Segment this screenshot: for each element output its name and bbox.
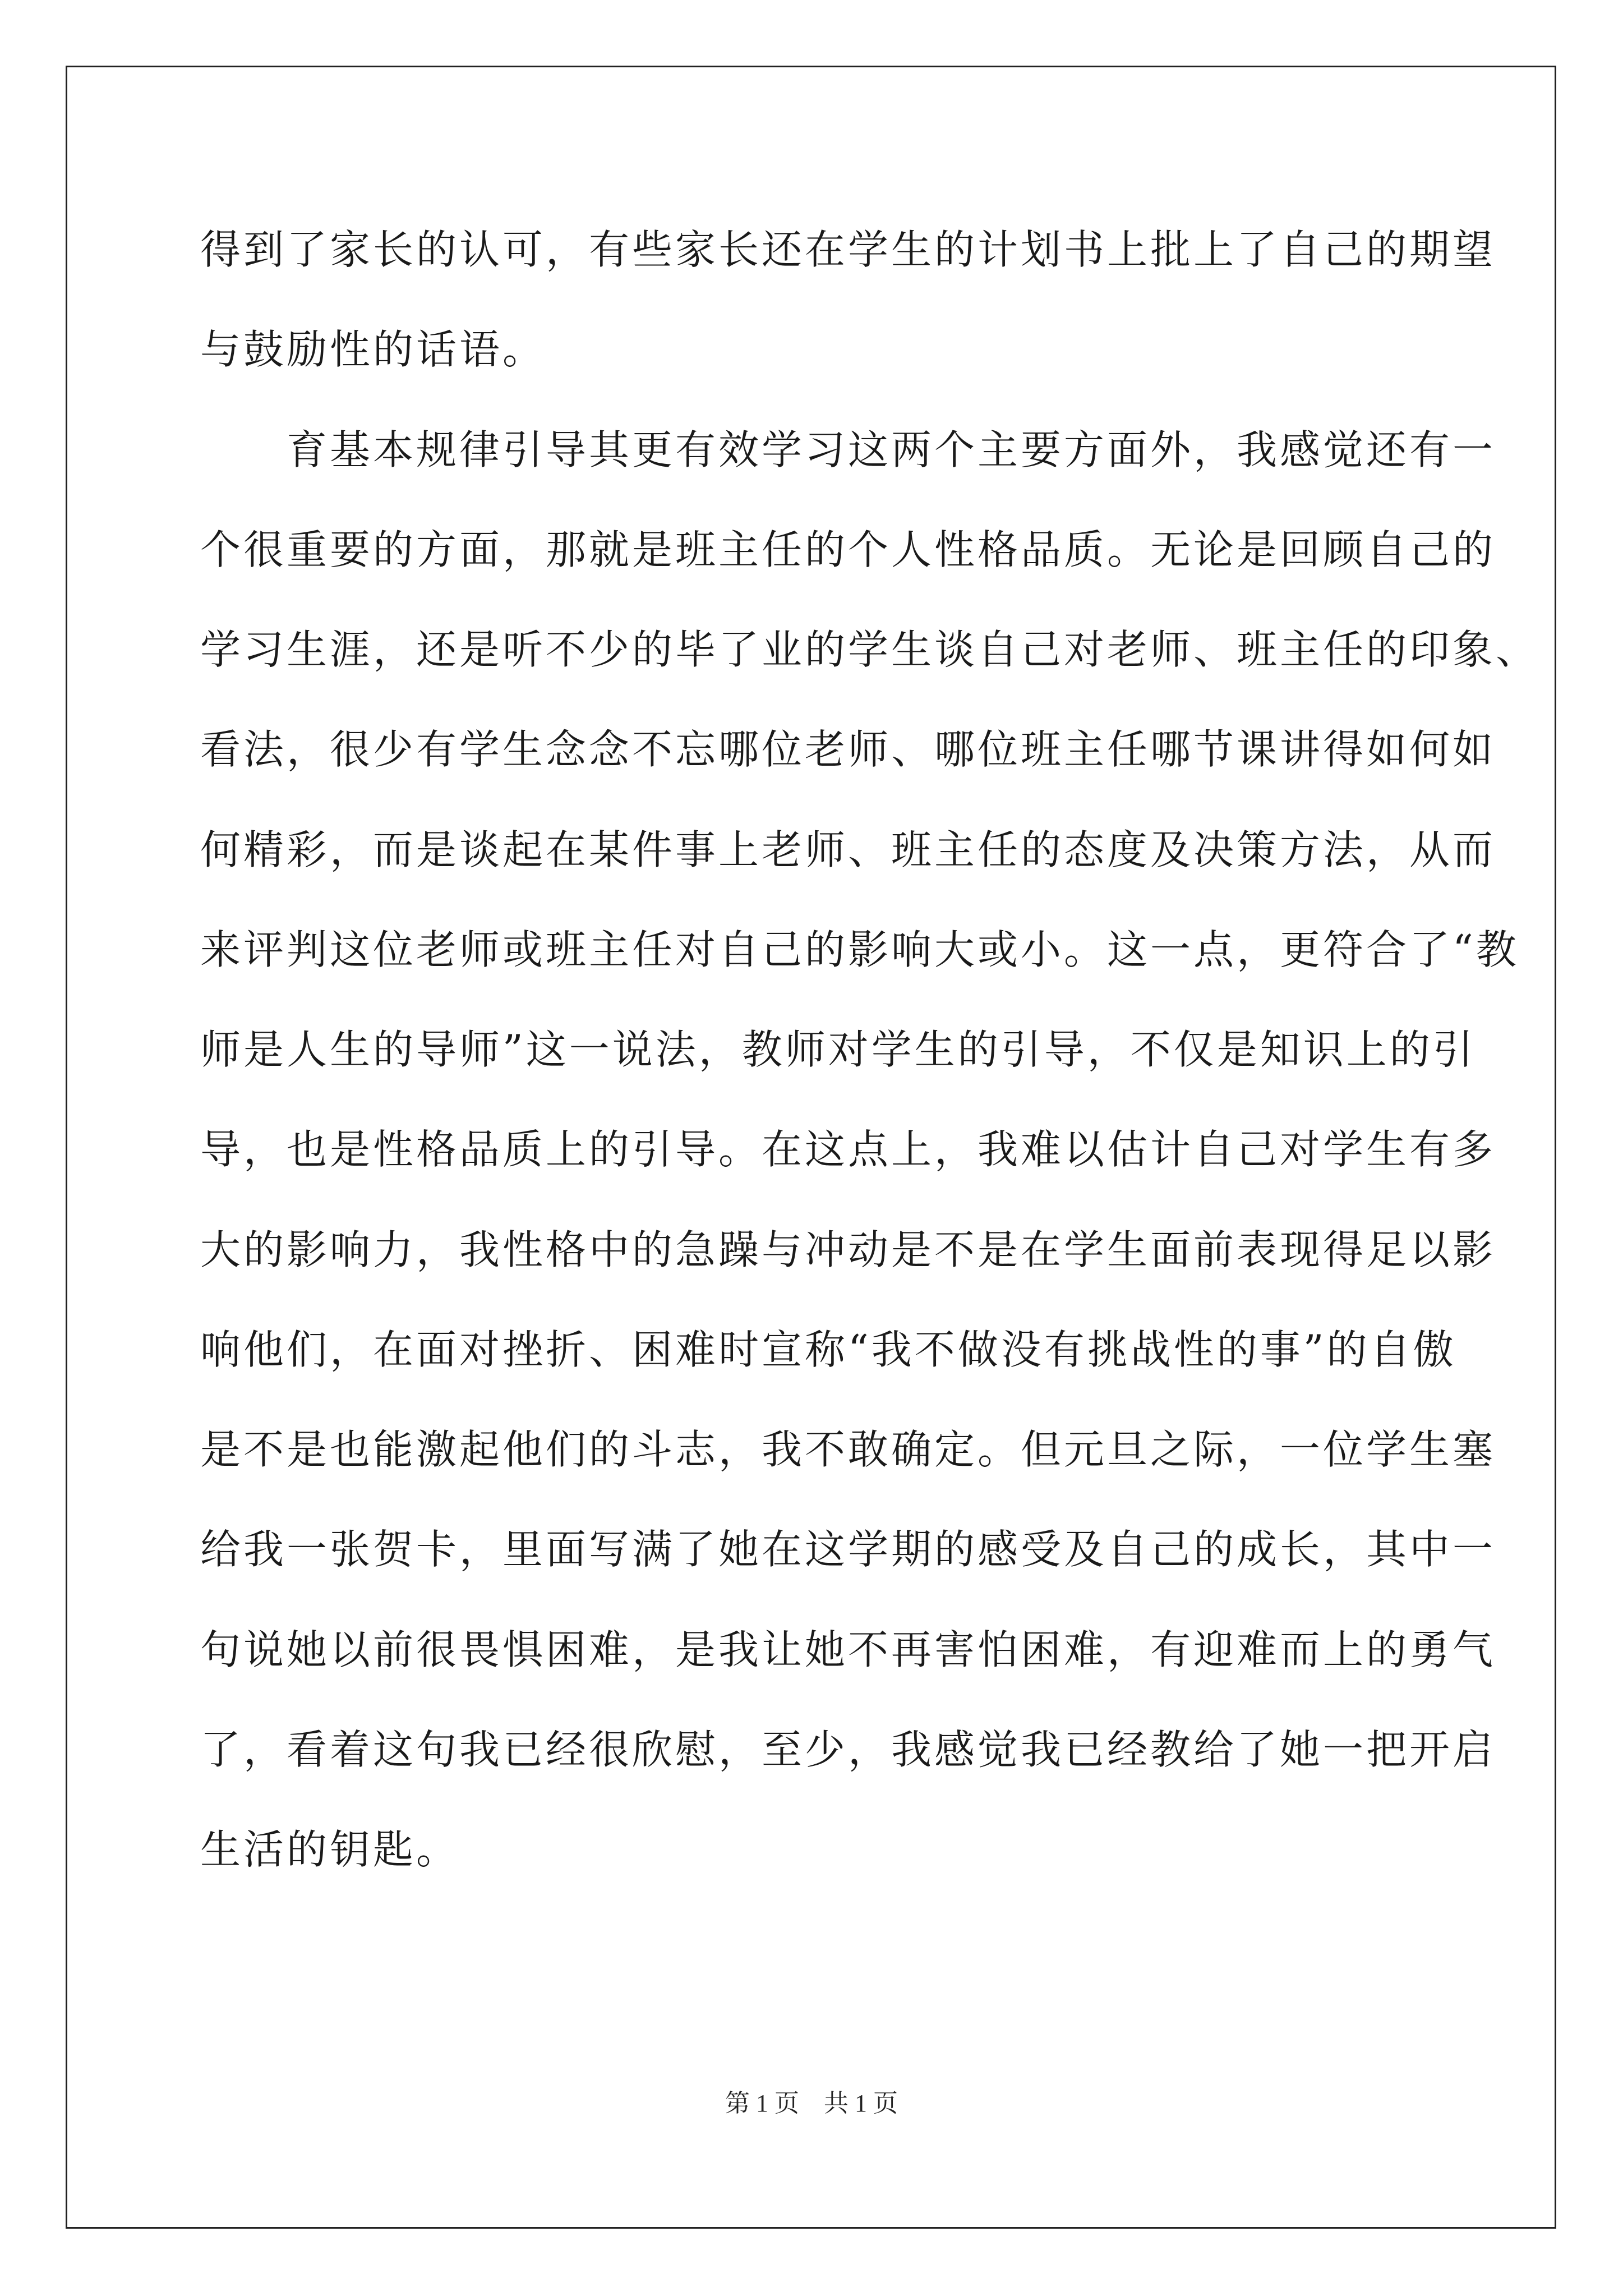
text-line: 了，看着这句我已经很欣慰，至少，我感觉我已经教给了她一把开启 <box>200 1726 1496 1773</box>
text-line: 响他们，在面对挫折、困难时宣称“我不做没有挑战性的事”的自傲 <box>200 1326 1456 1373</box>
text-line: 来评判这位老师或班主任对自己的影响大或小。这一点，更符合了“教 <box>200 926 1519 973</box>
text-line: 导，也是性格品质上的引导。在这点上，我难以估计自己对学生有多 <box>200 1126 1496 1173</box>
text-line: 学习生涯，还是听不少的毕了业的学生谈自己对老师、班主任的印象、 <box>200 626 1539 673</box>
text-line: 得到了家长的认可，有些家长还在学生的计划书上批上了自己的期望 <box>200 226 1496 273</box>
text-line: 大的影响力，我性格中的急躁与冲动是不是在学生面前表现得足以影 <box>200 1226 1496 1273</box>
text-line: 是不是也能激起他们的斗志，我不敢确定。但元旦之际，一位学生塞 <box>200 1426 1496 1473</box>
text-line: 句说她以前很畏惧困难，是我让她不再害怕困难，有迎难而上的勇气 <box>200 1626 1496 1673</box>
text-line: 何精彩，而是谈起在某件事上老师、班主任的态度及决策方法，从而 <box>200 826 1496 873</box>
page-number: 第 1 页 共 1 页 <box>725 2090 898 2117</box>
text-line: 个很重要的方面，那就是班主任的个人性格品质。无论是回顾自己的 <box>200 526 1496 573</box>
text-line: 看法，很少有学生念念不忘哪位老师、哪位班主任哪节课讲得如何如 <box>200 726 1496 773</box>
text-line: 给我一张贺卡，里面写满了她在这学期的感受及自己的成长，其中一 <box>200 1526 1496 1573</box>
text-line: 生活的钥匙。 <box>200 1826 460 1873</box>
text-line: 育基本规律引导其更有效学习这两个主要方面外，我感觉还有一 <box>200 426 1496 473</box>
text-line: 师是人生的导师”这一说法，教师对学生的引导，不仅是知识上的引 <box>200 1026 1476 1073</box>
text-line: 与鼓励性的话语。 <box>200 326 546 373</box>
